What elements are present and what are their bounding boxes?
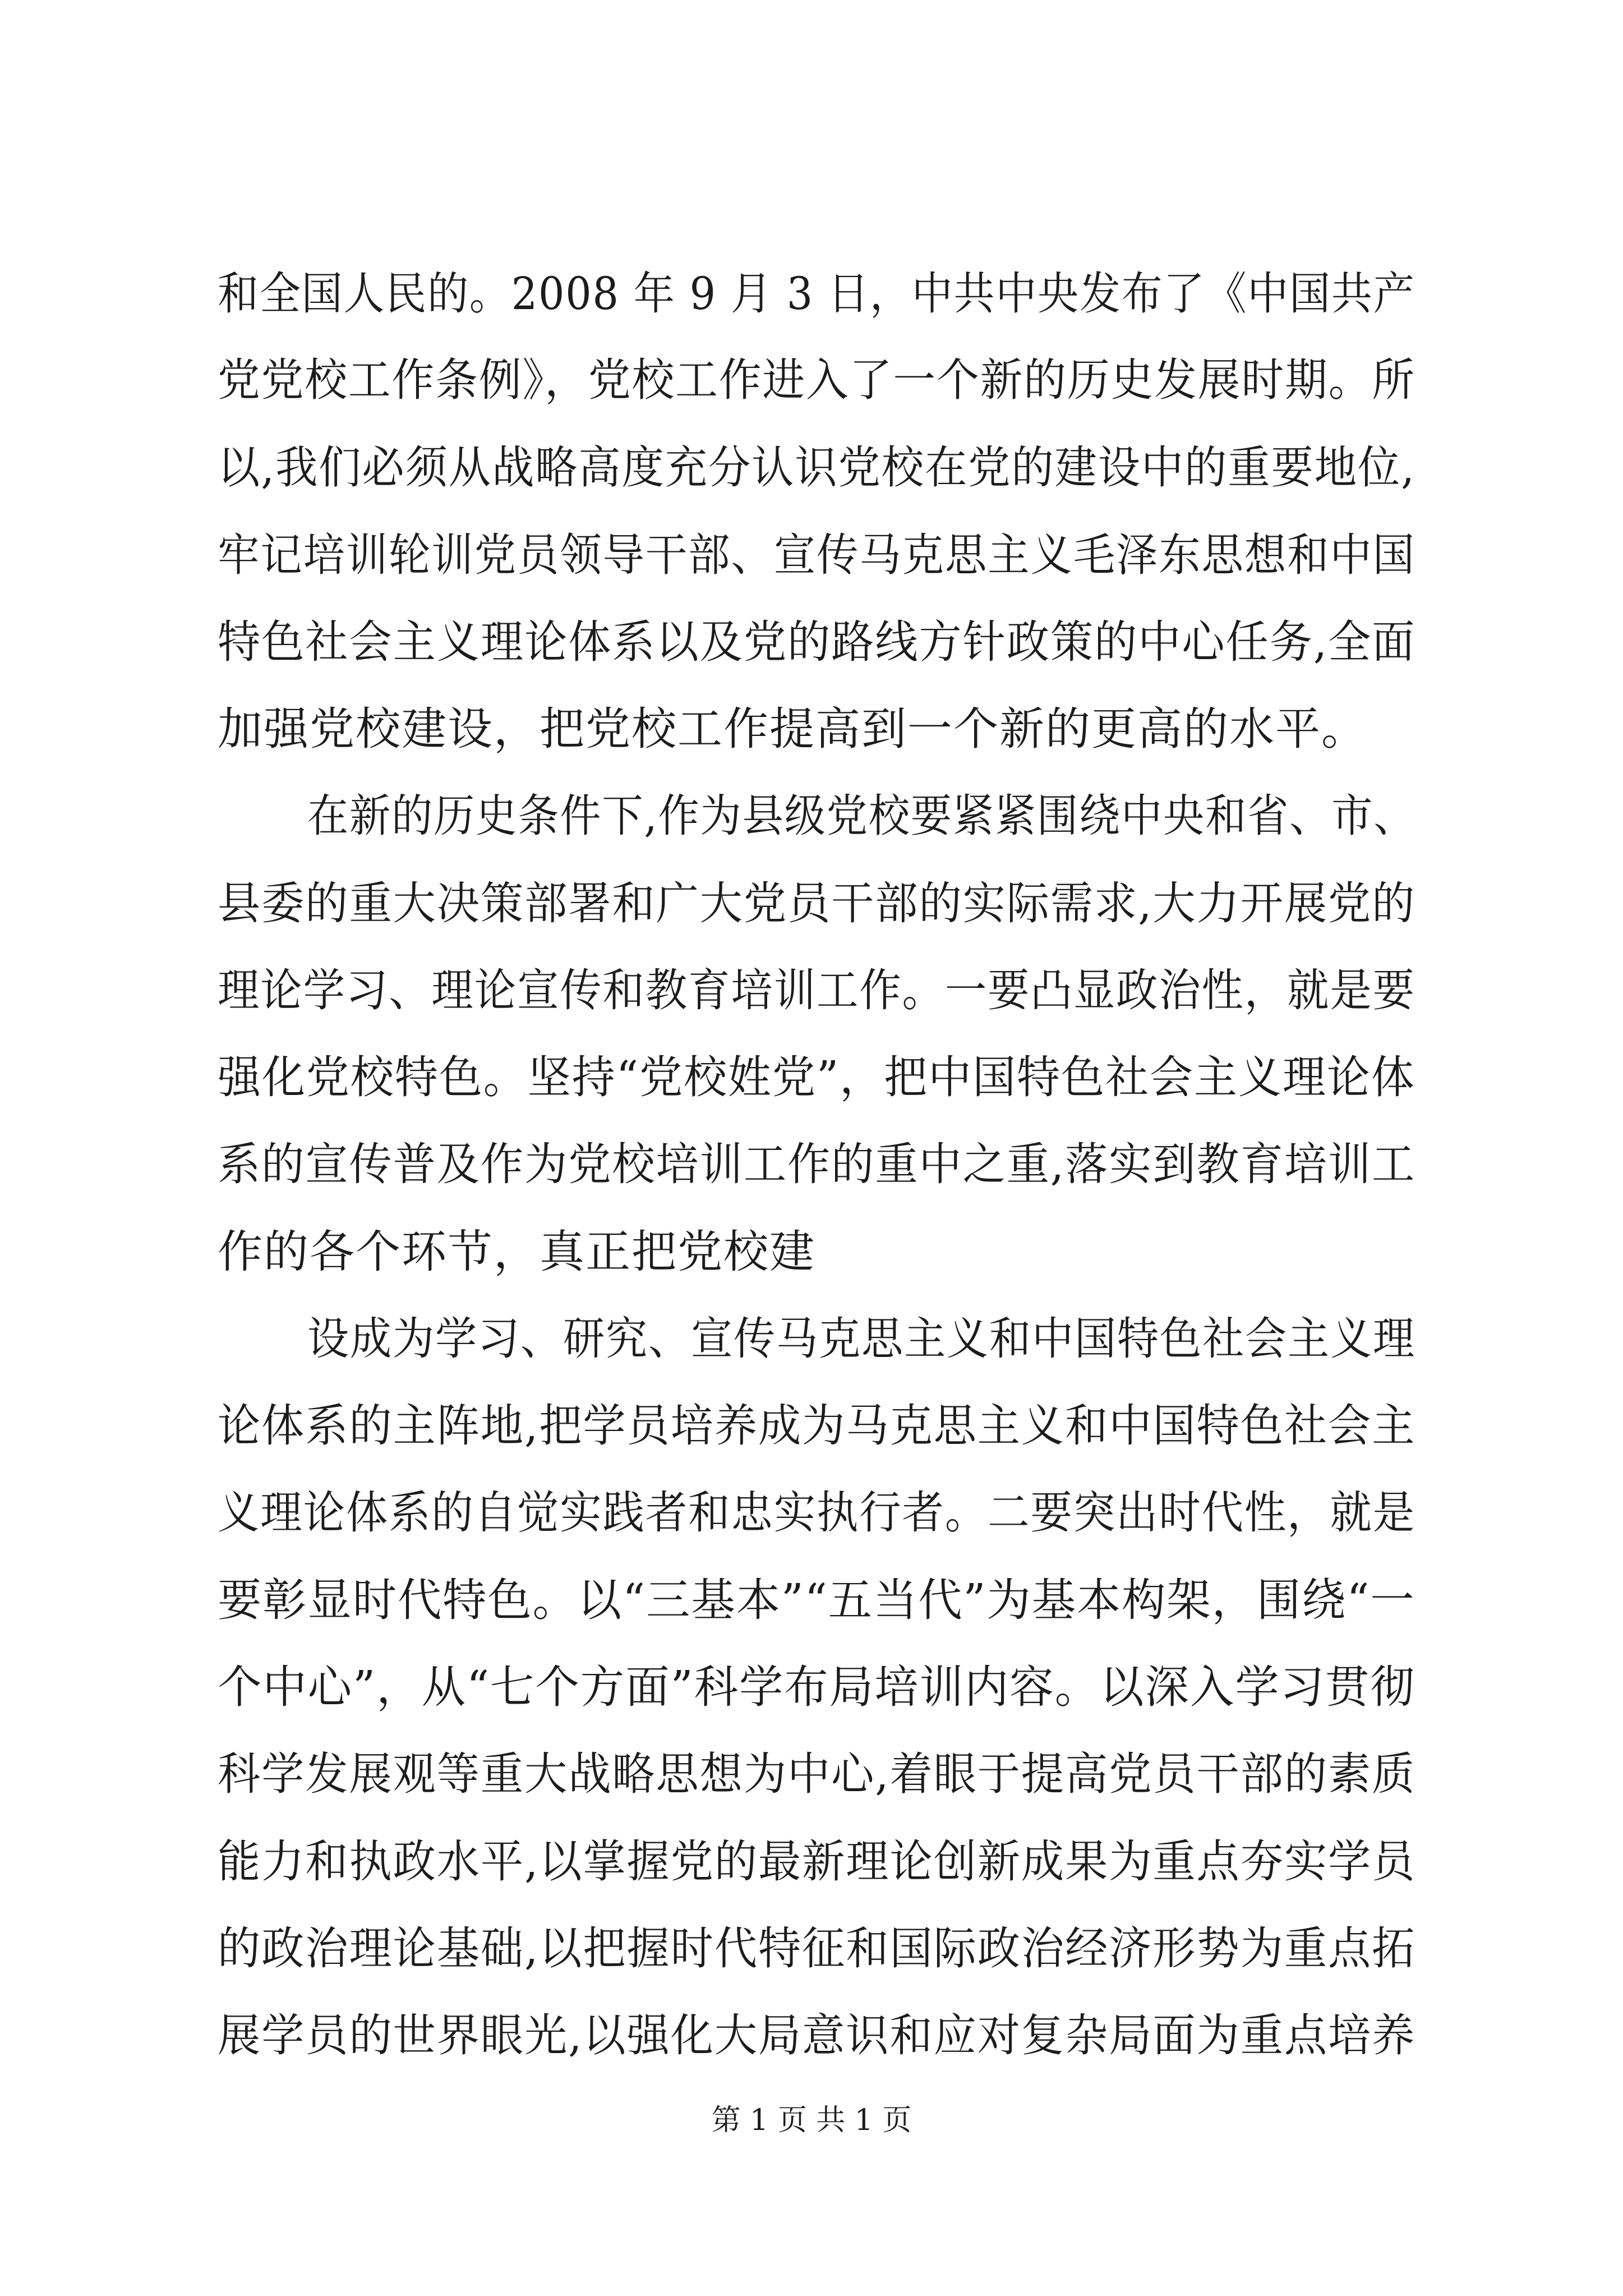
text-line: 理论学习、理论宣传和教育培训工作。一要凸显政治性，就是要 [218,964,1415,1016]
paragraph-first-line: 设成为学习、研究、宣传马克思主义和中国特色社会主义理 [307,1313,1415,1365]
text-line: 以,我们必须从战略高度充分认识党校在党的建设中的重要地位, [218,441,1415,494]
text-line: 展学员的世界眼光,以强化大局意识和应对复杂局面为重点培养 [218,2009,1416,2062]
text-line: 能力和执政水平,以掌握党的最新理论创新成果为重点夯实学员 [218,1835,1416,1888]
text-line: 和全国人民的。2008 年 9 月 3 日，中共中央发布了《中国共产 [218,268,1415,320]
text-line: 的政治理论基础,以把握时代特征和国际政治经济形势为重点拓 [218,1922,1416,1975]
text-line: 牢记培训轮训党员领导干部、宣传马克思主义毛泽东思想和中国 [218,529,1415,581]
page-footer [0,2102,1623,2138]
text-line: 论体系的主阵地,把学员培养成为马克思主义和中国特色社会主 [218,1400,1416,1452]
text-line: 强化党校特色。坚持“党校姓党”，把中国特色社会主义理论体 [218,1051,1415,1103]
text-line: 个中心”，从“七个方面”科学布局培训内容。以深入学习贯彻 [218,1661,1415,1713]
text-line: 党党校工作条例》，党校工作进入了一个新的历史发展时期。所 [218,354,1415,406]
text-line: 义理论体系的自觉实践者和忠实执行者。二要突出时代性，就是 [218,1487,1415,1539]
text-line: 科学发展观等重大战略思想为中心,着眼于提高党员干部的素质 [218,1748,1416,1800]
page-number: 第 1 页 共 1 页 [711,2104,912,2137]
text-line: 系的宣传普及作为党校培训工作的重中之重,落实到教育培训工 [218,1138,1416,1190]
text-line: 特色社会主义理论体系以及党的路线方针政策的中心任务,全面 [218,616,1416,668]
text-line: 县委的重大决策部署和广大党员干部的实际需求,大力开展党的 [218,877,1416,930]
paragraph-first-line: 在新的历史条件下,作为县级党校要紧紧围绕中央和省、市、 [307,790,1416,842]
text-line: 作的各个环节，真正把党校建 [218,1226,815,1278]
text-line: 要彰显时代特色。以“三基本”“五当代”为基本构架，围绕“一 [218,1574,1415,1626]
text-line: 加强党校建设，把党校工作提高到一个新的更高的水平。 [218,703,1367,755]
